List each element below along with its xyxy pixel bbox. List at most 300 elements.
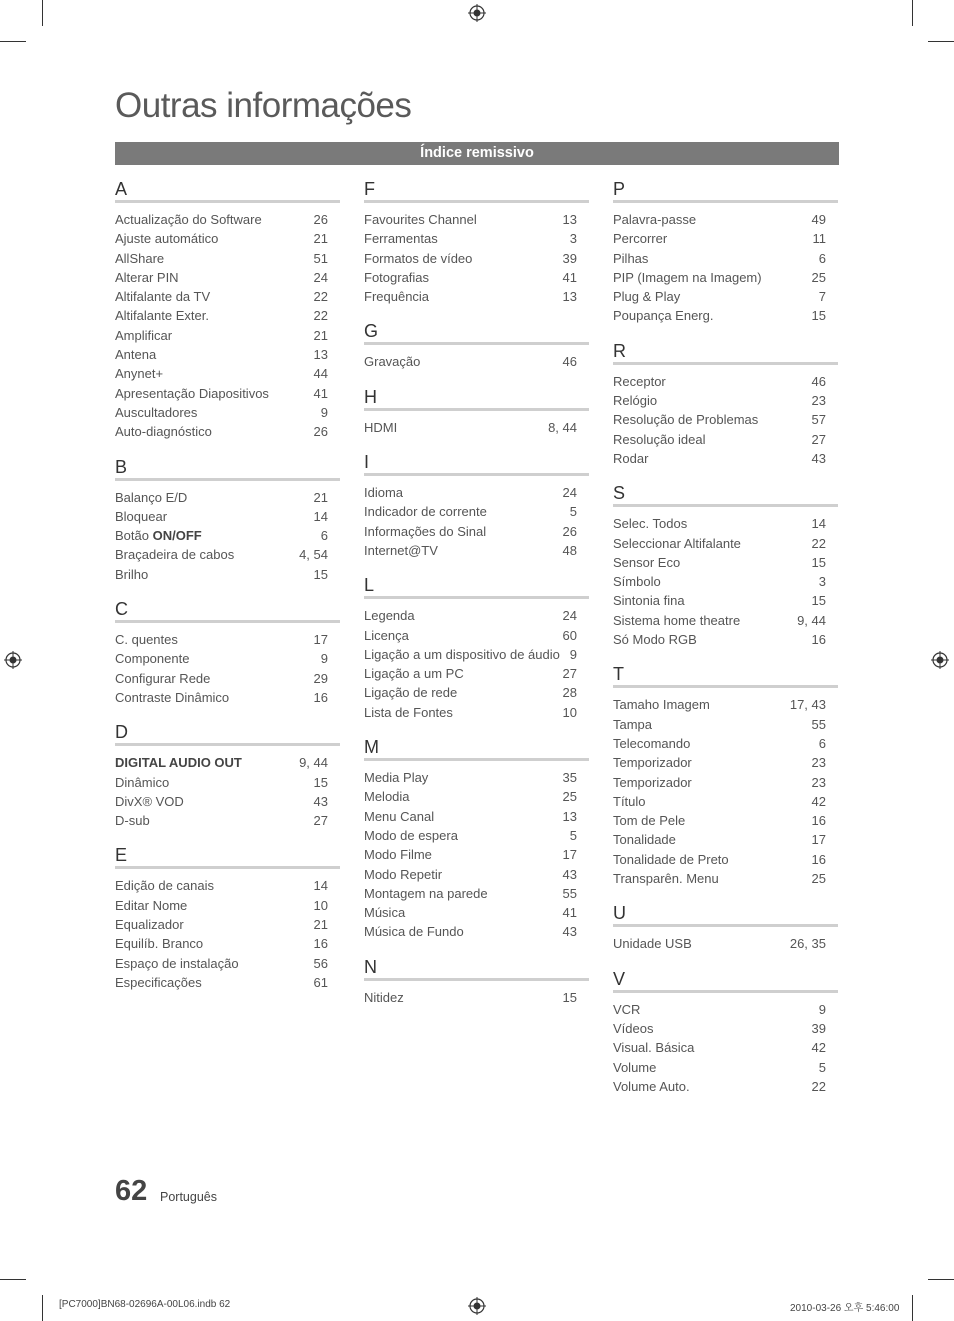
index-entry-text: Volume — [613, 1059, 657, 1075]
index-entry-pages: 22 — [313, 308, 328, 324]
index-letter-heading: V — [613, 968, 838, 993]
index-entry-label — [115, 249, 164, 268]
index-entry — [115, 753, 340, 772]
index-entry — [364, 664, 589, 683]
index-group — [613, 663, 838, 888]
index-letter-heading: I — [364, 451, 589, 476]
index-entry-pages: 25 — [811, 269, 826, 285]
index-entry-text: Internet@TV — [364, 542, 438, 558]
index-entry — [364, 210, 589, 229]
index-group — [115, 721, 340, 830]
index-entry-label — [115, 422, 212, 441]
index-entry — [613, 1000, 838, 1019]
index-entry-label — [115, 364, 163, 383]
index-entry — [115, 384, 340, 403]
index-group — [364, 451, 589, 560]
index-entry-label — [613, 1019, 653, 1038]
index-entry — [115, 268, 340, 287]
index-entry-pages: 5 — [818, 1059, 826, 1075]
index-entry-pages: 6 — [818, 735, 826, 751]
index-entry-label — [364, 703, 453, 722]
index-entry — [364, 703, 589, 722]
index-entry-text: Palavra-passe — [613, 212, 697, 227]
index-entry-label — [364, 922, 464, 941]
index-entry-text: VCR — [613, 1001, 641, 1017]
index-entry-pages: 16 — [811, 813, 826, 829]
index-entry-text: Fotografias — [364, 269, 430, 285]
index-entry — [115, 210, 340, 229]
index-entry-text: Música — [364, 905, 406, 921]
index-entry-text: Percorrer — [613, 231, 668, 247]
index-letter-heading: G — [364, 320, 589, 345]
index-entry — [613, 830, 838, 849]
index-entry-pages: 6 — [320, 528, 328, 544]
index-entry-pages: 61 — [313, 974, 328, 990]
index-entry — [115, 934, 340, 953]
index-entry — [115, 811, 340, 830]
index-entry-text: Título — [613, 793, 646, 809]
index-entry-list — [613, 514, 838, 649]
index-entry-label — [364, 418, 397, 437]
index-entry — [115, 954, 340, 973]
index-entry-label — [613, 553, 680, 572]
index-entry-list — [613, 934, 838, 953]
index-entry-pages: 27 — [811, 431, 826, 447]
index-entry-text: Poupança Energ. — [613, 308, 714, 324]
index-entry-pages: 4, 54 — [299, 547, 328, 563]
index-entry — [613, 287, 838, 306]
index-entry-pages: 15 — [562, 989, 577, 1005]
index-entry-list — [613, 1000, 838, 1096]
index-entry-list — [364, 768, 589, 942]
index-entry-text: Editar Nome — [115, 897, 188, 913]
index-entry-label — [364, 988, 404, 1007]
index-entry-label — [613, 372, 666, 391]
index-entry-text: Anynet+ — [115, 366, 164, 382]
index-entry — [613, 753, 838, 772]
index-entry-pages: 23 — [811, 755, 826, 771]
index-entry — [364, 229, 589, 248]
index-entry — [364, 626, 589, 645]
index-entry-text: Dinâmico — [115, 774, 170, 790]
index-entry — [364, 249, 589, 268]
registration-mark-icon — [468, 4, 486, 22]
index-entry-label — [613, 792, 646, 811]
index-entry — [613, 229, 838, 248]
index-entry-label — [613, 715, 652, 734]
index-entry-label — [364, 865, 442, 884]
page-title: Outras informações — [115, 86, 412, 125]
index-entry — [364, 418, 589, 437]
index-entry-label — [613, 611, 740, 630]
index-entry-pages: 5 — [569, 827, 577, 843]
index-entry-label — [613, 734, 690, 753]
index-entry-label — [364, 483, 403, 502]
index-entry-label — [115, 811, 150, 830]
index-entry-text: Relógio — [613, 393, 658, 409]
index-entry-pages: 26 — [313, 212, 328, 227]
index-group — [613, 178, 838, 326]
index-entry-pages: 60 — [562, 627, 577, 643]
index-entry — [613, 249, 838, 268]
index-entry-label — [613, 830, 676, 849]
index-entry-pages: 17 — [811, 832, 826, 848]
index-entry-label — [115, 753, 242, 772]
index-entry-text: Seleccionar Altifalante — [613, 535, 741, 551]
index-entry-label — [613, 630, 697, 649]
index-entry-text: Volume Auto. — [613, 1078, 690, 1094]
index-entry-text: Vídeos — [613, 1020, 654, 1036]
index-entry-text: Altifalante Exter. — [115, 308, 209, 324]
index-entry-label — [115, 649, 189, 668]
index-entry-label — [364, 541, 438, 560]
index-entry-label — [613, 268, 762, 287]
index-entry-list — [364, 418, 589, 437]
index-entry-pages: 46 — [562, 354, 577, 370]
index-entry-text: Componente — [115, 651, 190, 667]
index-entry-label — [613, 449, 648, 468]
index-entry-text: Gravação — [364, 354, 421, 370]
index-entry-pages: 27 — [562, 666, 577, 682]
index-entry-text: Apresentação Diapositivos — [115, 385, 269, 401]
index-entry-label — [613, 410, 758, 429]
index-entry-text: Actualização do Software — [115, 212, 262, 227]
index-entry-pages: 13 — [313, 347, 328, 363]
index-entry — [613, 410, 838, 429]
index-entry-list — [115, 488, 340, 584]
index-entry-pages: 10 — [313, 897, 328, 913]
index-entry-text: Brilho — [115, 566, 149, 582]
index-entry-label — [115, 306, 209, 325]
index-group — [364, 736, 589, 942]
index-entry-label — [115, 268, 179, 287]
index-group — [613, 482, 838, 649]
index-entry-label — [364, 903, 405, 922]
index-entry — [364, 884, 589, 903]
index-entry-pages: 43 — [811, 450, 826, 466]
index-entry — [613, 306, 838, 325]
index-entry-pages: 17, 43 — [789, 697, 826, 713]
index-entry — [613, 534, 838, 553]
index-entry-label — [364, 268, 429, 287]
index-entry-label — [613, 534, 741, 553]
index-group — [364, 574, 589, 722]
index-entry-pages: 13 — [562, 289, 577, 305]
index-entry — [364, 807, 589, 826]
index-letter-heading: P — [613, 178, 838, 203]
index-entry-pages: 8, 44 — [548, 419, 577, 435]
index-entry-label — [613, 1038, 694, 1057]
index-entry-text: Indicador de corrente — [364, 504, 487, 520]
index-entry-pages: 22 — [313, 289, 328, 305]
index-entry-pages: 21 — [313, 231, 328, 247]
index-entry-pages: 9, 44 — [299, 755, 328, 771]
index-entry-text: Amplificar — [115, 327, 173, 343]
index-entry-text: C. quentes — [115, 632, 178, 648]
index-entry-pages: 5 — [569, 504, 577, 520]
index-entry-list — [115, 630, 340, 707]
index-entry-text: Resolução ideal — [613, 431, 706, 447]
index-entry-text: Símbolo — [613, 574, 661, 590]
index-entry-pages: 26, 35 — [789, 936, 826, 952]
index-entry-label — [364, 502, 487, 521]
index-entry-label — [115, 526, 202, 545]
index-entry-text: Receptor — [613, 373, 666, 389]
index-entry-label — [364, 352, 420, 371]
index-entry-pages: 22 — [811, 535, 826, 551]
index-entry-label — [613, 850, 729, 869]
index-entry-text: Melodia — [364, 789, 410, 805]
index-entry-text: Ligação a um PC — [364, 666, 464, 682]
index-entry-label — [364, 826, 458, 845]
index-entry-pages: 23 — [811, 774, 826, 790]
index-entry — [115, 896, 340, 915]
index-group — [364, 386, 589, 437]
index-entry-pages: 16 — [811, 632, 826, 648]
crop-mark — [912, 1295, 913, 1321]
index-entry-list — [115, 876, 340, 992]
index-entry-pages: 9, 44 — [797, 612, 826, 628]
index-entry-label — [613, 773, 692, 792]
registration-mark-icon — [468, 1297, 486, 1315]
index-entry-text: Tonalidade de Preto — [613, 851, 729, 867]
index-entry-pages: 25 — [811, 871, 826, 887]
index-group — [364, 956, 589, 1007]
index-entry-label — [115, 507, 167, 526]
index-entry — [613, 630, 838, 649]
index-entry — [613, 391, 838, 410]
index-group — [115, 598, 340, 707]
index-entry-label — [115, 973, 202, 992]
index-letter-heading: A — [115, 178, 340, 203]
index-entry-label — [115, 287, 210, 306]
index-entry — [115, 773, 340, 792]
index-entry-label — [364, 249, 472, 268]
index-entry-text: Resolução de Problemas — [613, 412, 759, 428]
index-entry-text: Transparên. Menu — [613, 871, 719, 887]
index-entry-label — [613, 572, 661, 591]
index-entry-pages: 57 — [811, 412, 826, 428]
index-entry — [364, 287, 589, 306]
index-entry-text: Idioma — [364, 485, 404, 501]
index-entry-label — [613, 306, 713, 325]
index-entry-label — [364, 229, 438, 248]
index-letter-heading: H — [364, 386, 589, 411]
print-slug-file: [PC7000]BN68-02696A-00L06.indb 62 — [59, 1299, 231, 1310]
index-entry-pages: 14 — [313, 508, 328, 524]
index-entry-label — [115, 630, 178, 649]
index-entry-label — [364, 683, 457, 702]
index-entry-pages: 21 — [313, 327, 328, 343]
index-entry — [115, 422, 340, 441]
index-entry-text: Tampa — [613, 716, 653, 732]
index-entry-pages: 43 — [313, 793, 328, 809]
index-entry-pages: 17 — [562, 847, 577, 863]
index-entry-label — [115, 229, 218, 248]
index-entry-text: Temporizador — [613, 774, 692, 790]
index-entry-text: Unidade USB — [613, 936, 692, 952]
index-column-3 — [613, 178, 838, 1110]
index-entry-text: Tamaho Imagem — [613, 697, 710, 713]
index-entry — [613, 553, 838, 572]
index-entry-pages: 43 — [562, 924, 577, 940]
index-entry-text: Balanço E/D — [115, 489, 188, 505]
index-entry-label — [115, 326, 172, 345]
index-entry — [364, 922, 589, 941]
index-entry — [364, 787, 589, 806]
index-entry-list — [364, 352, 589, 371]
index-entry — [364, 845, 589, 864]
index-entry-label — [613, 1000, 640, 1019]
index-entry-pages: 41 — [562, 269, 577, 285]
index-entry-pages: 13 — [562, 808, 577, 824]
index-letter-heading: F — [364, 178, 589, 203]
index-column-1 — [115, 178, 340, 1006]
index-entry-pages: 27 — [313, 813, 328, 829]
crop-mark — [912, 0, 913, 26]
print-slug-timestamp: 2010-03-26 오후 5:46:00 — [790, 1303, 900, 1314]
index-entry — [613, 734, 838, 753]
index-entry-label — [115, 688, 229, 707]
index-entry — [613, 695, 838, 714]
index-entry-text: Menu Canal — [364, 808, 435, 824]
index-letter-heading: S — [613, 482, 838, 507]
index-entry — [613, 210, 838, 229]
crop-mark — [0, 41, 26, 42]
index-entry-pages: 3 — [818, 574, 826, 590]
index-entry-text: Licença — [364, 627, 409, 643]
index-entry-text: Tom de Pele — [613, 813, 686, 829]
index-entry-pages: 28 — [562, 685, 577, 701]
index-entry-label — [115, 669, 210, 688]
index-entry-text: Frequência — [364, 289, 430, 305]
crop-mark — [928, 41, 954, 42]
index-entry-text: Configurar Rede — [115, 670, 211, 686]
index-group — [115, 178, 340, 442]
index-entry-pages: 55 — [562, 885, 577, 901]
index-entry-text: HDMI — [364, 419, 398, 435]
index-entry-label — [364, 522, 486, 541]
index-entry — [115, 345, 340, 364]
index-letter-heading: R — [613, 340, 838, 365]
index-group — [613, 340, 838, 468]
index-entry-text: Modo Repetir — [364, 866, 443, 882]
index-entry-label — [115, 488, 187, 507]
index-entry — [613, 591, 838, 610]
index-entry-label — [613, 210, 696, 229]
index-entry-pages: 42 — [811, 793, 826, 809]
index-entry-pages: 43 — [562, 866, 577, 882]
index-entry-pages: 17 — [313, 632, 328, 648]
index-entry-label — [613, 287, 680, 306]
index-entry-label — [115, 403, 197, 422]
index-entry — [364, 768, 589, 787]
index-entry-list — [115, 753, 340, 830]
index-entry-text: Ligação a um dispositivo de áudio — [364, 646, 560, 662]
index-entry-label — [613, 249, 648, 268]
index-entry — [115, 630, 340, 649]
index-entry-text: Media Play — [364, 770, 429, 786]
index-entry-pages: 51 — [313, 250, 328, 266]
index-entry-text: Sistema home theatre — [613, 612, 741, 628]
index-entry — [613, 1077, 838, 1096]
index-entry-text: Contraste Dinâmico — [115, 689, 230, 705]
index-column-2 — [364, 178, 589, 1021]
index-entry — [115, 876, 340, 895]
index-entry-pages: 9 — [320, 651, 328, 667]
index-entry-text: Auscultadores — [115, 404, 198, 420]
index-entry-label — [364, 626, 409, 645]
index-entry — [364, 483, 589, 502]
index-entry-pages: 56 — [313, 955, 328, 971]
index-letter-heading: C — [115, 598, 340, 623]
index-entry-text: Formatos de vídeo — [364, 250, 473, 266]
index-entry-text: Botão — [115, 528, 153, 544]
index-entry — [613, 1019, 838, 1038]
index-group — [613, 968, 838, 1096]
index-letter-heading: B — [115, 456, 340, 481]
index-entry-text: Braçadeira de cabos — [115, 547, 235, 563]
index-entry-label — [115, 876, 214, 895]
index-entry — [364, 606, 589, 625]
index-letter-heading: M — [364, 736, 589, 761]
index-entry-text: Telecomando — [613, 735, 691, 751]
index-entry-list — [364, 988, 589, 1007]
index-entry-text: Pilhas — [613, 250, 649, 266]
index-entry-list — [364, 483, 589, 560]
index-entry-pages: 13 — [562, 212, 577, 227]
index-entry-list — [613, 372, 838, 468]
index-entry — [115, 364, 340, 383]
index-entry-label — [364, 787, 410, 806]
index-entry-text: Auto-diagnóstico — [115, 424, 212, 440]
index-entry — [364, 645, 589, 664]
index-entry-label — [613, 229, 667, 248]
index-entry-text: Ligação de rede — [364, 685, 458, 701]
index-entry — [364, 865, 589, 884]
index-entry-text: Equalizador — [115, 917, 184, 933]
index-entry-pages: 6 — [818, 250, 826, 266]
index-entry-pages: 35 — [562, 770, 577, 786]
page-language: Português — [160, 1190, 217, 1204]
index-entry — [364, 352, 589, 371]
index-letter-heading: N — [364, 956, 589, 981]
index-entry-pages: 15 — [811, 308, 826, 324]
index-entry — [364, 268, 589, 287]
index-entry — [613, 449, 838, 468]
index-entry-list — [613, 695, 838, 888]
index-entry-text: Sensor Eco — [613, 554, 681, 570]
index-entry-text: Alterar PIN — [115, 269, 179, 285]
index-entry-text: Nitidez — [364, 989, 404, 1005]
crop-mark — [42, 1295, 43, 1321]
index-entry-pages: 23 — [811, 393, 826, 409]
index-entry-pages: 48 — [562, 542, 577, 558]
index-entry-pages: 26 — [313, 424, 328, 440]
index-letter-heading: D — [115, 721, 340, 746]
crop-mark — [0, 1279, 26, 1280]
index-entry-text: Ajuste automático — [115, 231, 219, 247]
index-entry — [613, 572, 838, 591]
index-entry-text: PIP (Imagem na Imagem) — [613, 269, 762, 285]
index-group — [115, 456, 340, 584]
index-entry-list — [364, 210, 589, 306]
index-entry-text: Sintonia fina — [613, 593, 685, 609]
index-entry — [115, 287, 340, 306]
index-entry-pages: 15 — [811, 554, 826, 570]
index-entry-text: Altifalante da TV — [115, 289, 211, 305]
index-entry — [364, 502, 589, 521]
